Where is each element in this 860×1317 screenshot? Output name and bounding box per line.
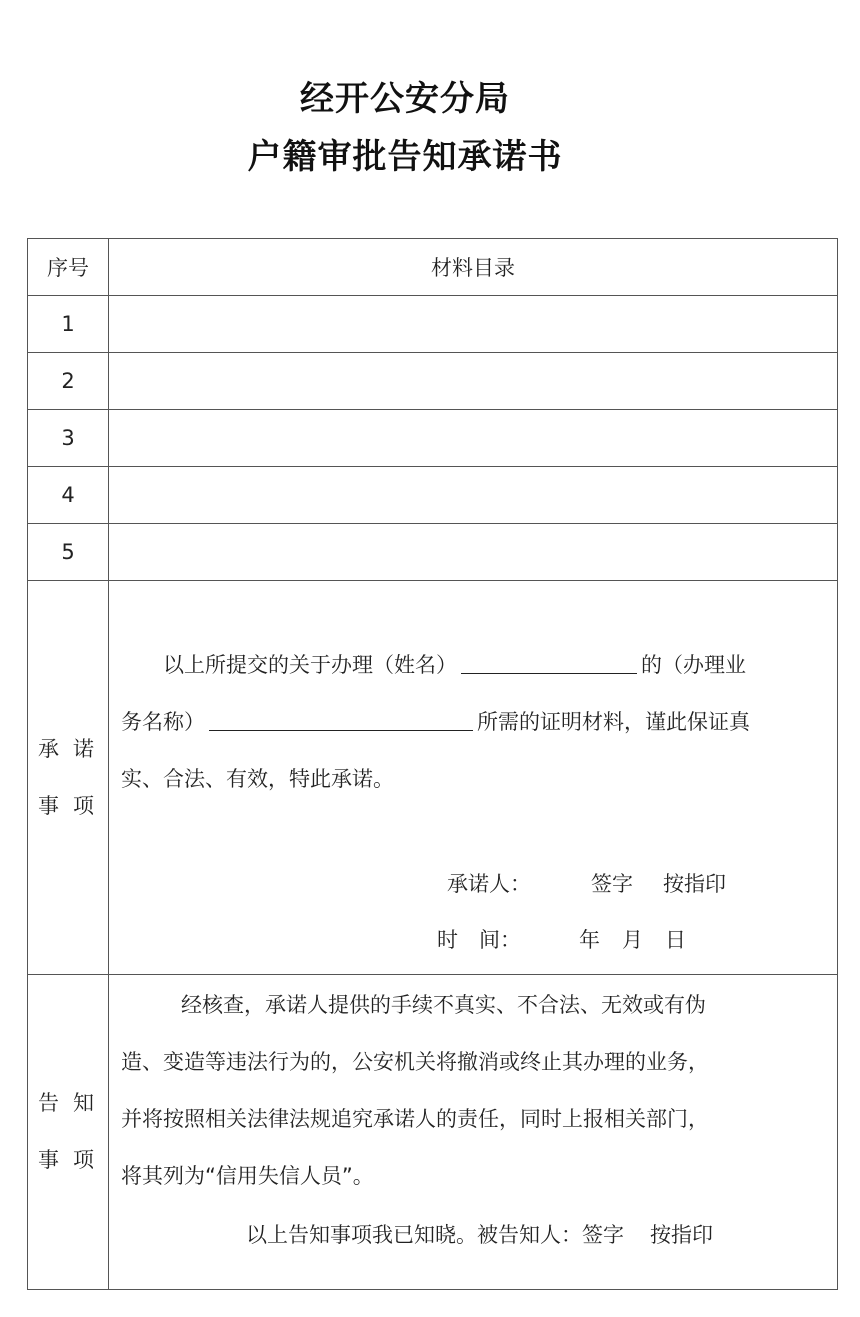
- date-line: [437, 924, 686, 954]
- row-index: 2: [28, 353, 109, 410]
- materials-form-table: [27, 238, 838, 1290]
- notice-paragraph: [121, 977, 829, 1205]
- row-index: 1: [28, 296, 109, 353]
- commitment-row: [28, 581, 838, 975]
- year-label: 年: [579, 928, 600, 952]
- header-materials: 材料目录: [109, 239, 838, 296]
- title-line-2: 户籍审批告知承诺书: [247, 137, 563, 177]
- notice-line-1: [121, 977, 829, 1034]
- notice-line-1-text: 经核查，承诺人提供的手续不真实、不合法、无效或有伪: [181, 993, 706, 1017]
- notice-content: [109, 975, 838, 1290]
- commitment-content: [109, 581, 838, 975]
- commitment-text-2: 的（办理业: [641, 653, 746, 677]
- promisor-label: 承诺人：: [447, 872, 531, 896]
- table-header-row: [28, 239, 838, 296]
- notice-row: [28, 975, 838, 1290]
- commitment-line-2: [121, 694, 829, 751]
- commitment-label: [28, 581, 109, 975]
- commitment-text-4: 所需的证明材料，谨此保证真: [477, 710, 750, 734]
- material-field[interactable]: [109, 467, 838, 524]
- notice-line-4: 将其列为“信用失信人员”。: [121, 1164, 374, 1188]
- acknowledgement-line: [246, 1219, 713, 1249]
- header-index: 序号: [28, 239, 109, 296]
- notified-fingerprint[interactable]: 按指印: [650, 1223, 713, 1247]
- commitment-text-3: 务名称）: [121, 710, 205, 734]
- table-row: [28, 524, 838, 581]
- notice-line-2: 造、变造等违法行为的，公安机关将撤消或终止其办理的业务，: [121, 1050, 709, 1074]
- promisor-fingerprint[interactable]: 按指印: [663, 872, 726, 896]
- notified-signature[interactable]: 签字: [582, 1223, 624, 1247]
- table-row: [28, 467, 838, 524]
- commitment-label-line1: 承诺: [38, 736, 108, 761]
- time-label: 时 间：: [437, 928, 521, 952]
- title-line-1: 经开公安分局: [300, 79, 510, 119]
- row-index: 4: [28, 467, 109, 524]
- row-index: 3: [28, 410, 109, 467]
- month-label: 月: [622, 928, 643, 952]
- notice-label-line2: 事项: [38, 1148, 108, 1172]
- day-label: 日: [665, 928, 686, 952]
- table-row: [28, 353, 838, 410]
- table-row: [28, 296, 838, 353]
- name-blank[interactable]: [461, 651, 637, 674]
- commitment-line-3: 实、合法、有效，特此承诺。: [121, 767, 394, 791]
- acknowledgement-text: 以上告知事项我已知晓。被告知人：: [246, 1223, 582, 1247]
- commitment-label-line2: 事项: [38, 793, 108, 818]
- commitment-paragraph: [121, 637, 829, 808]
- table-row: [28, 410, 838, 467]
- business-name-blank[interactable]: [209, 708, 473, 731]
- material-field[interactable]: [109, 353, 838, 410]
- notice-line-3: 并将按照相关法律法规追究承诺人的责任，同时上报相关部门，: [121, 1107, 709, 1131]
- commitment-text-1: 以上所提交的关于办理（姓名）: [163, 653, 457, 677]
- notice-label-line1: 告知: [38, 1091, 108, 1115]
- promisor-signature-line: [447, 868, 726, 898]
- promisor-signature[interactable]: 签字: [591, 872, 633, 896]
- commitment-line-1: [121, 637, 829, 694]
- notice-label: [28, 975, 109, 1290]
- material-field[interactable]: [109, 296, 838, 353]
- material-field[interactable]: [109, 410, 838, 467]
- row-index: 5: [28, 524, 109, 581]
- material-field[interactable]: [109, 524, 838, 581]
- document-title: [0, 70, 810, 186]
